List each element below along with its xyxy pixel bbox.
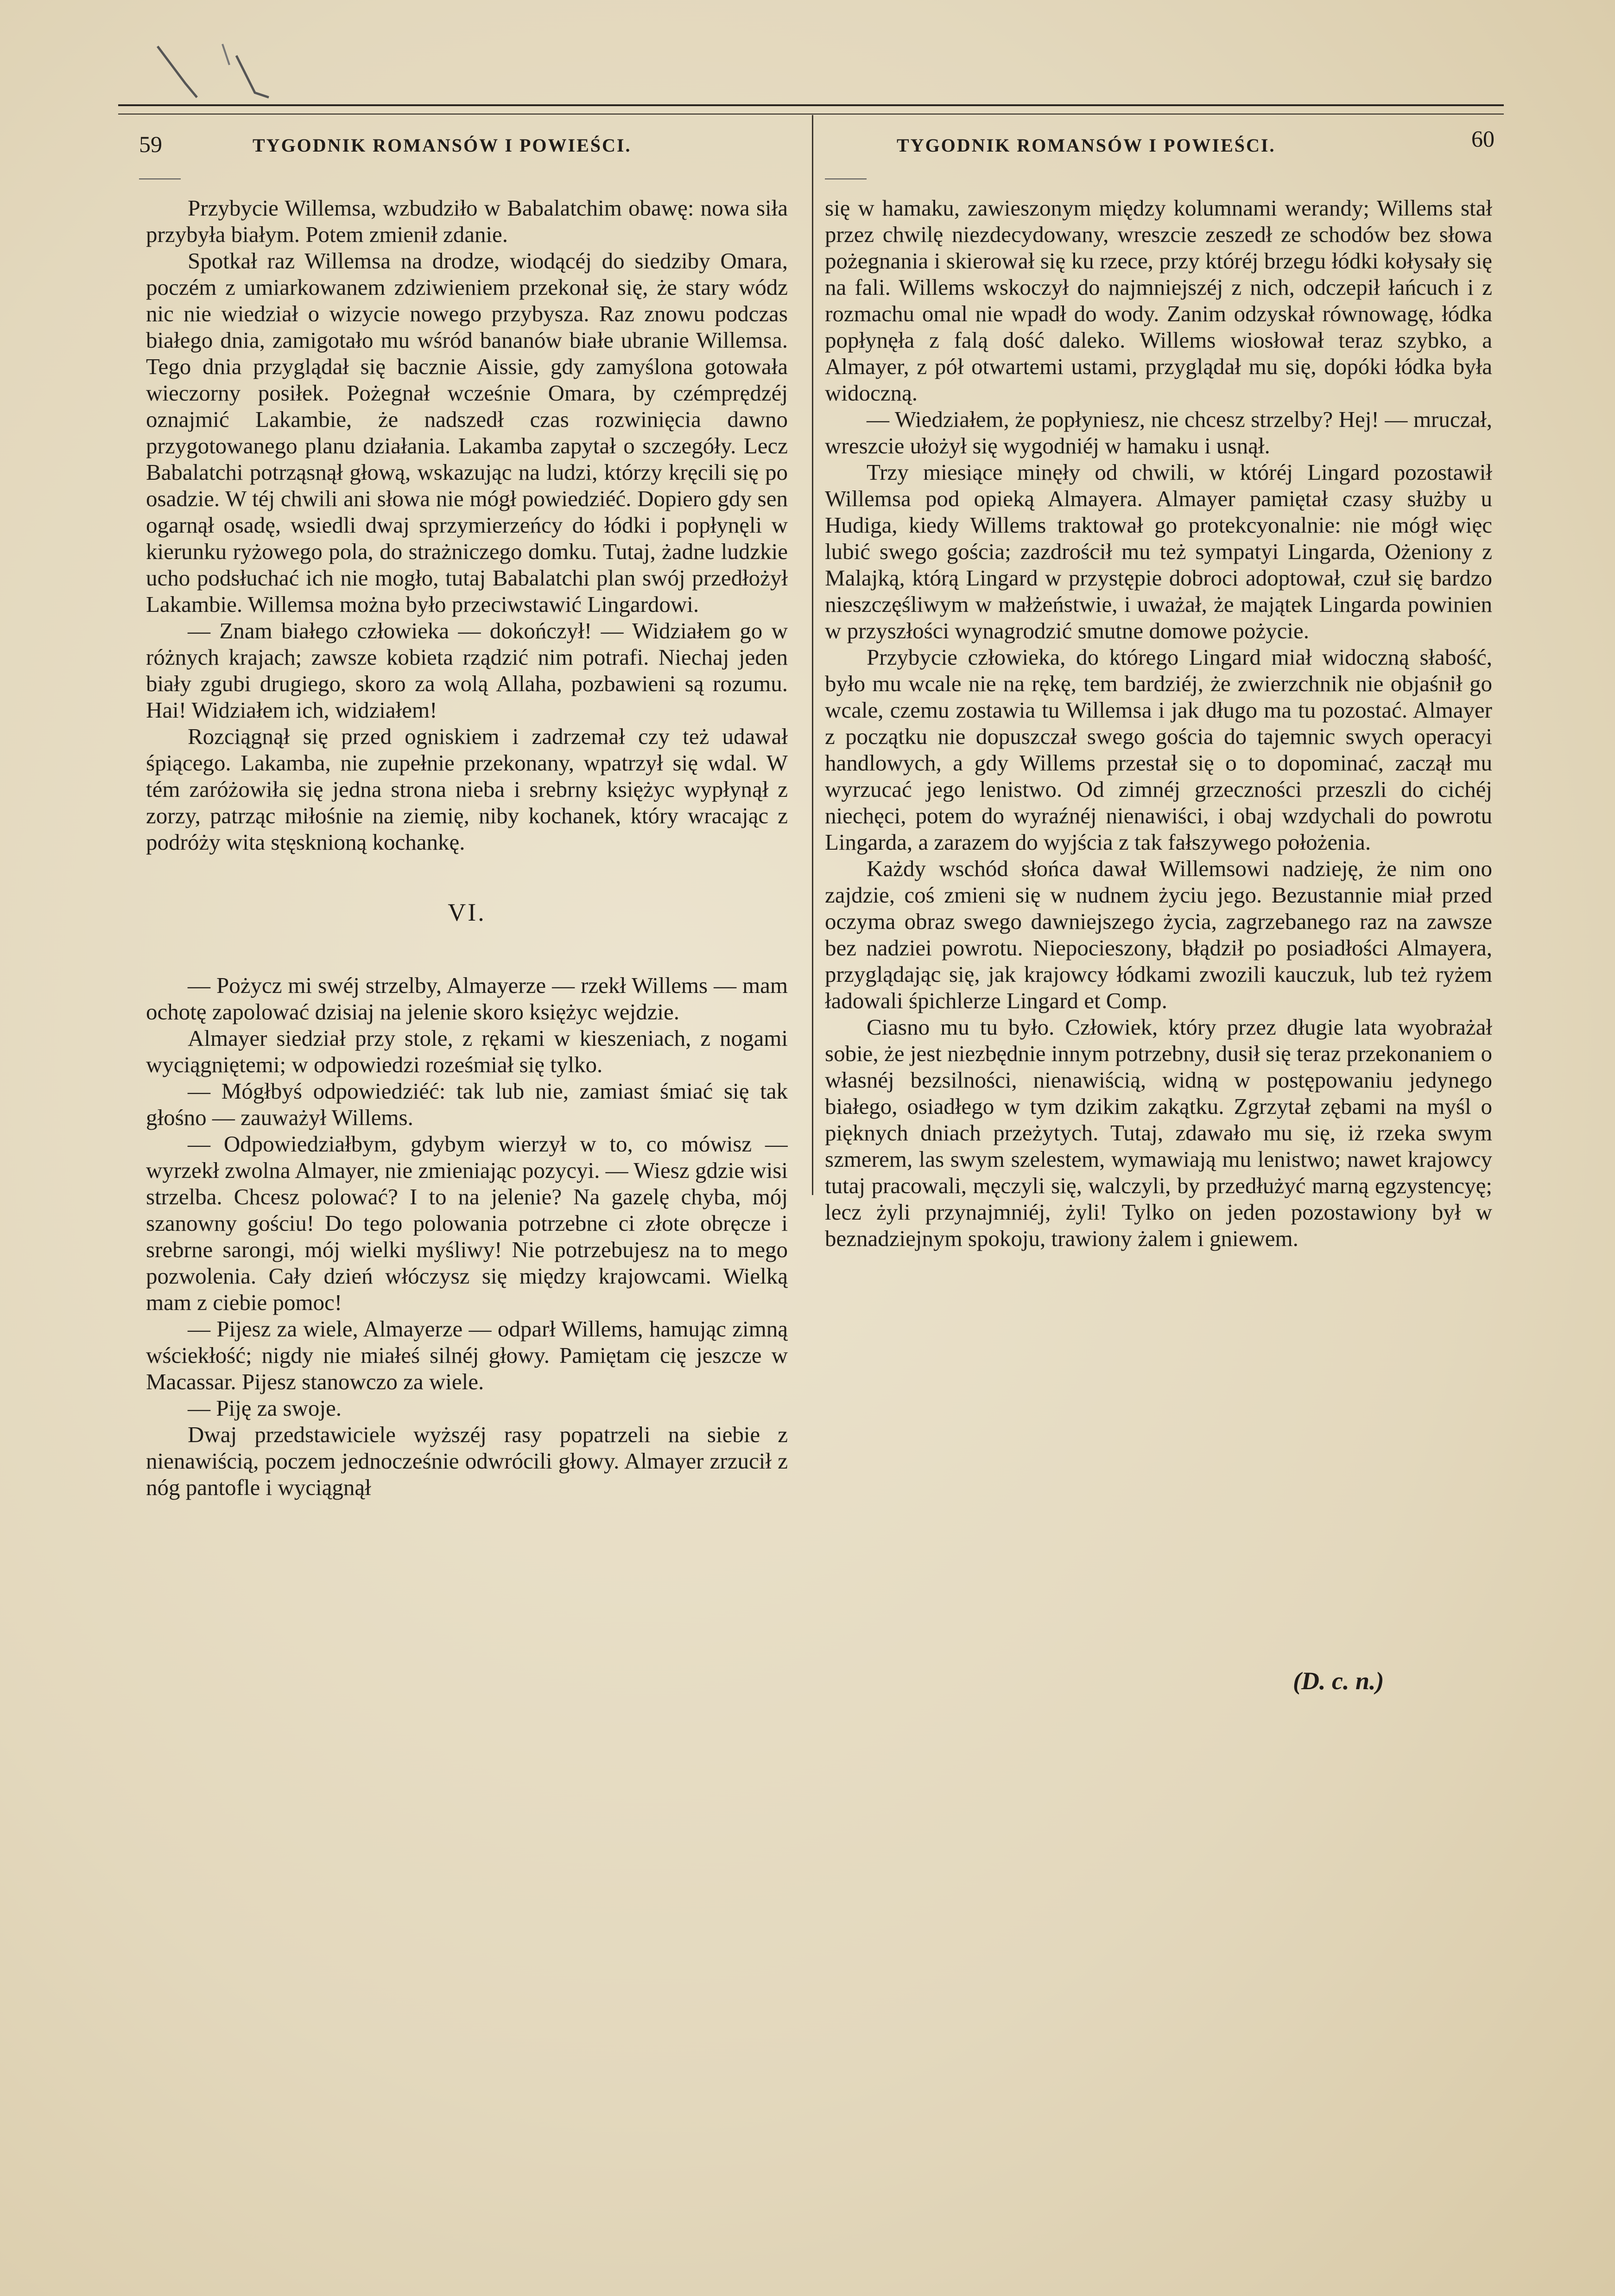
header-right [820, 121, 1504, 172]
paragraph: Przybycie Willemsa, wzbudziło w Babalatchim obawę: nowa siła przybyła białym. Potem zmienił zdanie. [146, 195, 788, 247]
paragraph: — Pijesz za wiele, Almayerze — odparł Willems, hamując zimną wściekłość; nigdy nie miałeś silnéj głowy. Pamiętam cię jeszcze w Macassar. Pijesz stanowczo za wiele. [146, 1316, 788, 1394]
paragraph: Spotkał raz Willemsa na drodze, wiodącéj do siedziby Omara, poczém z umiarkowanem zdziwieniem przekonał się, że stary wódz nic nie wiedział o wizycie nowego przybysza. Raz znowu podczas białego dnia, zamigotało mu wśród bananów białe ubranie Willemsa. Tego dnia przyglądał się bacznie Aissie, gdy zamyślona gotowała wieczorny posiłek. Pożegnał wcześnie Omara, by czémprędzéj oznajmić Lakambie, że nadszedł czas rozwinięcia dawno przygotowanego planu działania. Lakamba zapytał o szczegóły. Lecz Babalatchi potrząsnął głową, wskazując na ludzi, którzy kręcili się po osadzie. W téj chwili ani słowa nie mógł powiedziéć. Dopiero gdy sen ogarnął osadę, wsiedli dwaj sprzymierzeńcy do łódki i popłynęli w kierunku ryżowego pola, do strażniczego domku. Tutaj, żadne ludzkie ucho podsłuchać ich nie mogło, tutaj Babalatchi plan swój przedłożył Lakambie. Willemsa można było przeciwstawić Lingardowi. [146, 248, 788, 617]
running-title-right: TYGODNIK ROMANSÓW I POWIEŚCI. [897, 135, 1276, 156]
paragraph: Trzy miesiące minęły od chwili, w któréj Lingard pozostawił Willemsa pod opieką Almayera. Almayer pamiętał czasy służby u Hudiga, kiedy Willems traktował go protekcyonalnie: nie mógł więc lubić swego gościa; zazdrościł mu też sympatyi Lingarda, Ożeniony z Malajką, którą Lingard w przystępie dobroci adoptował, czuł się bardzo nieszczęśliwym w małżeństwie, i uważał, że majątek Lingarda powinien w przyszłości wynagrodzić smutne domowe pożycie. [825, 459, 1492, 643]
paragraph: Ciasno mu tu było. Człowiek, który przez długie lata wyobrażał sobie, że jest niezbędnie innym potrzebny, dusił się teraz przekonaniem o własnéj bezsilności, nienawiścią, widną w postępowaniu jedynego białego, osiadłego w tym dzikim zakątku. Zgrzytał zębami na myśl o pięknych dniach przeżytych. Tutaj, zdawało mu się, iż rzeka swym szmerem, las swym szelestem, wymawiają mu lenistwo; nawet krajowcy tutaj pracowali, męczyli się, walczyli, by przedłużyć marną egzystencyę; lecz żyli przynajmniéj, żyli! Tylko on jeden pozostawiony był w beznadziejnym spokoju, trawiony żalem i gniewem. [825, 1014, 1492, 1251]
running-title-left: TYGODNIK ROMANSÓW I POWIEŚCI. [253, 135, 632, 156]
paragraph: — Mógłbyś odpowiedziéć: tak lub nie, zamiast śmiać się tak głośno — zauważył Willems. [146, 1078, 788, 1130]
paragraph: — Piję za swoje. [188, 1395, 342, 1421]
right-column [825, 195, 1492, 2267]
paragraph: Rozciągnął się przed ogniskiem i zadrzemał czy też udawał śpiącego. Lakamba, nie zupełnie przekonany, wpatrzył się wdal. W tém zaróżowiła się jedna strona nieba i srebrny księżyc wypłynął z zorzy, patrząc miłośnie na ziemię, niby kochanek, który wracając z podróży wita stęsknioną kochankę. [146, 724, 788, 855]
short-rule-right [825, 178, 867, 179]
page-number-right: 60 [1471, 126, 1495, 152]
column-divider [812, 115, 813, 1195]
page-number-left: 59 [139, 131, 162, 157]
header-rule-top [118, 104, 1504, 106]
paragraph: się w hamaku, zawieszonym między kolumnami werandy; Willems stał przez chwilę niezdecydowany, wreszcie zeszedł ze schodów bez słowa pożegnania i skierował się ku rzece, przy któréj brzegu łódki kołysały się na fali. Willems wskoczył do najmniejszéj z nich, odczepił łańcuch i z rozmachu omal nie wpadł do wody. Zanim odzyskał równowagę, łódka popłynęła z falą dość daleko. Willems wiosłował teraz szybko, a Almayer, z pół otwartemi ustami, przyglądał mu się, dopóki łódka była widoczną. [825, 195, 1492, 406]
paragraph: Almayer siedział przy stole, z rękami w kieszeniach, z nogami wyciągniętemi; w odpowiedzi roześmiał się tylko. [146, 1025, 788, 1077]
paragraph: Dwaj przedstawiciele wyższéj rasy popatrzeli na siebie z nienawiścią, poczem jednocześnie odwrócili głowy. Almayer zrzucił z nóg pantofle i wyciągnął [146, 1422, 788, 1500]
left-column [146, 195, 788, 2267]
paragraph: — Odpowiedziałbym, gdybym wierzył w to, co mówisz — wyrzekł zwolna Almayer, nie zmieniając pozycyi. — Wiesz gdzie wisi strzelba. Chcesz polować? I to na jelenie? Na gazelę chyba, mój szanowny gościu! Do tego polowania potrzebne ci złote obręcze i srebrne sarongi, mój wielki myśliwy! Nie potrzebujesz na to mego pozwolenia. Cały dzień włóczysz się między krajowcami. Wielką mam z ciebie pomoc! [146, 1131, 788, 1315]
header-left [118, 121, 813, 172]
paragraph: Każdy wschód słońca dawał Willemsowi nadzieję, że nim ono zajdzie, coś zmieni się w nudnem życiu jego. Bezustannie miał przed oczyma obraz swego dawniejszego życia, zagrzebanego raz na zawsze bez nadziei powrotu. Niepocieszony, błądził po posiadłości Almayera, przyglądając się, jak krajowcy łódkami zwozili kauczuk, lub też ryżem ładowali śpichlerze Lingard et Comp. [825, 856, 1492, 1013]
to-be-continued-note: (D. c. n.) [1293, 1667, 1384, 1695]
paragraph: — Wiedziałem, że popłyniesz, nie chcesz strzelby? Hej! — mruczał, wreszcie ułożył się wygodniéj w hamaku i usnął. [825, 407, 1492, 458]
paragraph: — Pożycz mi swéj strzelby, Almayerze — rzekł Willems — mam ochotę zapolować dzisiaj na jelenie skoro księżyc wejdzie. [146, 973, 788, 1024]
paragraph: Przybycie człowieka, do którego Lingard miał widoczną słabość, było mu wcale nie na rękę, tem bardziéj, że zwierzchnik nie objaśnił go wcale, czemu zostawia tu Willemsa i jak długo ma tu pozostać. Almayer z początku nie dopuszczał swego gościa do tajemnic swych operacyi handlowych, a gdy Willems przestał się o to dopominać, zaczął mu wyrzucać jego lenistwo. Od zimnéj grzeczności przeszli do cichéj niechęci, potem do wyraźnéj nienawiści, i obaj wzdychali do powrotu Lingarda, a zarazem do wyjścia z tak fałszywego położenia. [825, 644, 1492, 855]
torn-corner-mark [116, 28, 357, 121]
short-rule-left [139, 178, 181, 179]
paragraph: — Znam białego człowieka — dokończył! — Widziałem go w różnych krajach; zawsze kobieta rządzić nim potrafi. Niechaj jeden biały zgubi drugiego, skoro za wolą Allaha, pozbawieni są rozumu. Hai! Widziałem ich, widziałem! [146, 618, 788, 723]
chapter-heading: VI. [448, 898, 486, 926]
